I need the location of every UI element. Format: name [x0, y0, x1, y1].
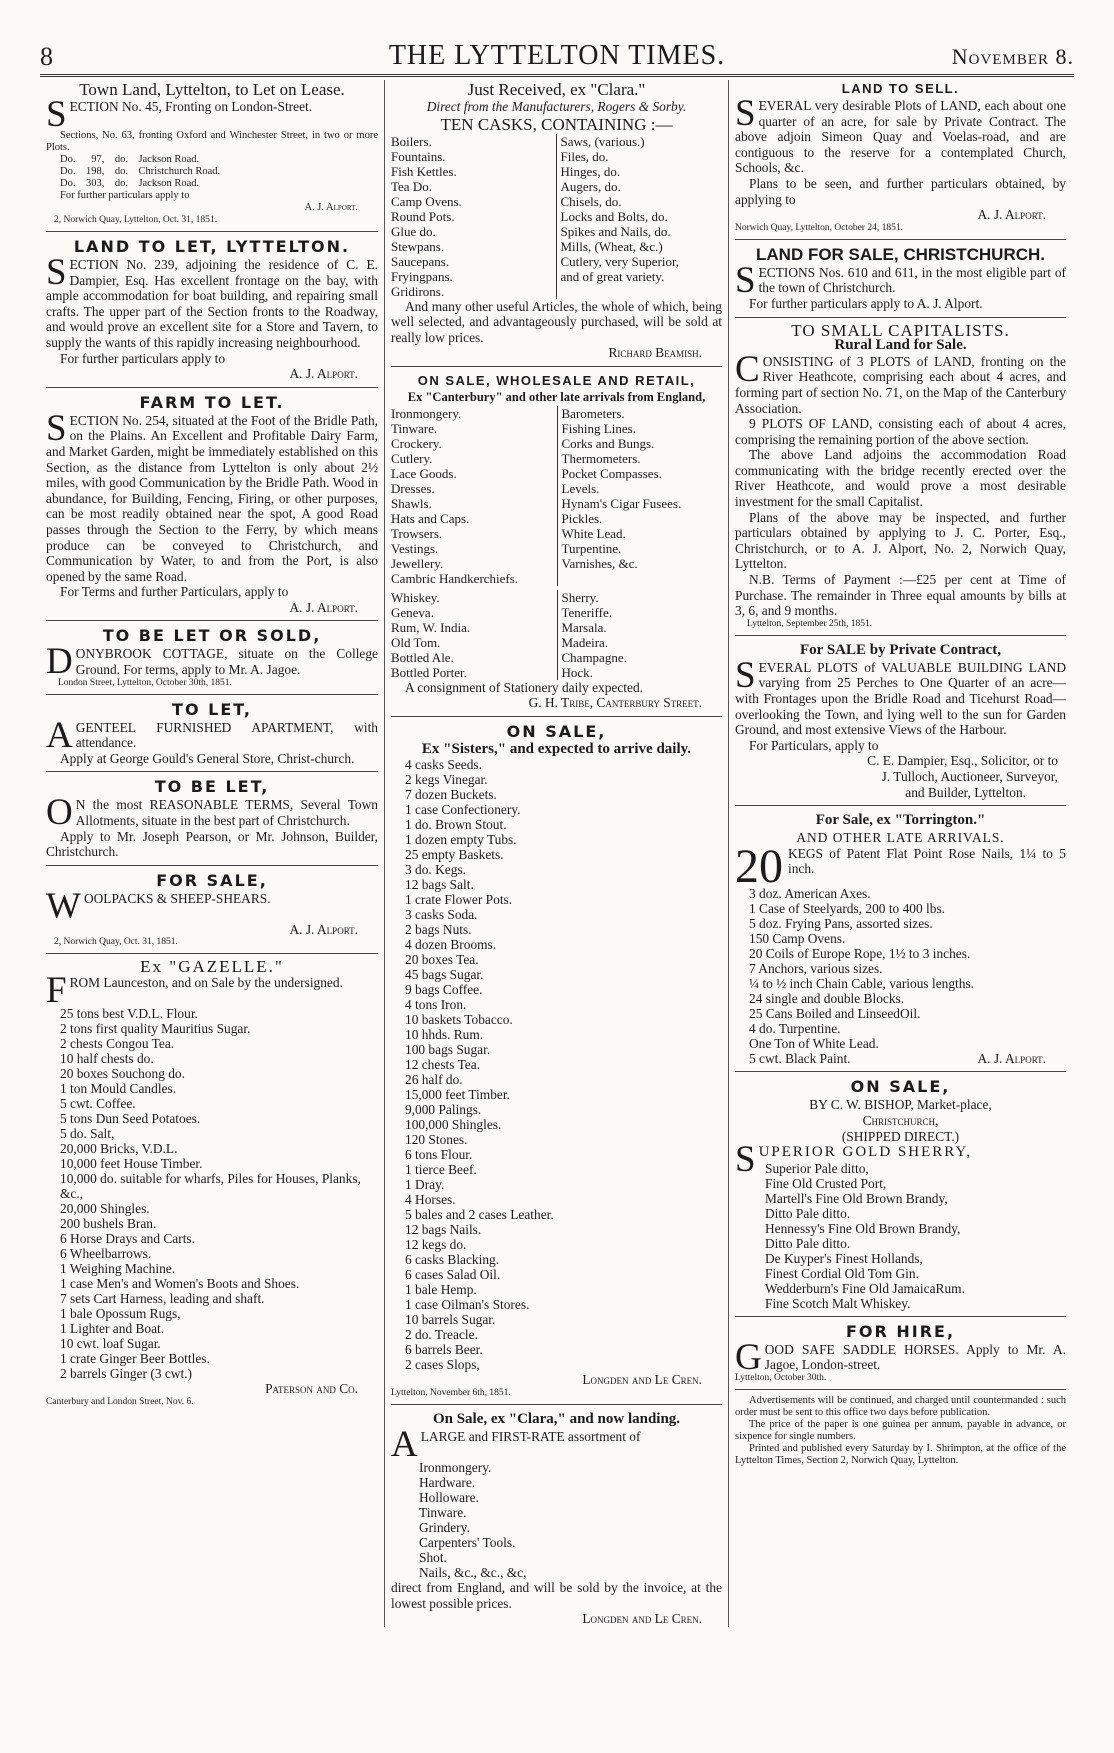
list-item: Martell's Fine Old Brown Brandy,: [765, 1190, 948, 1206]
list-item: Barometers.: [561, 405, 625, 421]
ad-text: ONYBROOK COTTAGE, situate on the College Ground. For terms, apply to Mr. A. Jagoe.: [75, 646, 378, 678]
list-item: 20,000 Bricks, V.D.L.: [60, 1141, 178, 1156]
signature: Paterson and Co.: [265, 1381, 358, 1396]
list-item: Champagne.: [561, 649, 627, 665]
list-item: Fine Scotch Malt Whiskey.: [765, 1295, 911, 1311]
list-item: Gridirons.: [391, 283, 445, 299]
ad-heading: For SALE by Private Contract,: [800, 641, 1001, 658]
list-item: 3 do. Kegs.: [405, 862, 466, 878]
ad-text: UPERIOR GOLD SHERRY,: [758, 1144, 973, 1161]
signature: A. J. Alport.: [977, 1050, 1046, 1066]
ad-gazelle: [46, 953, 378, 1407]
signature: A. J. Alport.: [289, 366, 358, 382]
list-item: Mills, (Wheat, &c.): [560, 238, 663, 254]
signature: and Builder, Lyttelton.: [905, 784, 1026, 800]
address: Lyttelton, September 25th, 1851.: [747, 618, 873, 629]
list-item: 20 boxes Souchong do.: [60, 1066, 185, 1081]
list-item: 6 casks Blacking.: [405, 1252, 500, 1268]
address: 2, Norwich Quay, Oct. 31, 1851.: [54, 937, 178, 948]
drop-cap: W: [46, 885, 81, 927]
address: Canterbury and London Street, Nov. 6.: [46, 1396, 194, 1407]
ad-subheading: Ex "Sisters," and expected to arrive daily.: [421, 740, 692, 757]
list-item: 4 dozen Brooms.: [405, 937, 497, 953]
list-item: Fishing Lines.: [561, 420, 636, 436]
address: Norwich Quay, Lyttelton, October 24, 1851.: [735, 222, 903, 233]
list-item: Trowsers.: [391, 525, 443, 541]
ad-heading: ON SALE,: [850, 1077, 951, 1097]
list-item: 20 boxes Tea.: [405, 952, 479, 968]
list-item: 5 cwt. Coffee.: [60, 1096, 136, 1111]
list-item: 10 baskets Tobacco.: [405, 1012, 513, 1028]
ad-heading: Ex "GAZELLE.": [140, 957, 284, 977]
list-item: 4 tons Iron.: [405, 997, 467, 1013]
list-item: Dresses.: [391, 480, 435, 496]
list-item: 26 half do.: [405, 1072, 463, 1088]
list-item: 1 ton Mould Candles.: [60, 1081, 177, 1096]
drop-cap: G: [735, 1336, 762, 1378]
list-item: Hinges, do.: [560, 163, 621, 179]
ad-heading: TO SMALL CAPITALISTS.: [791, 320, 1010, 340]
list-item: 2 do. Treacle.: [405, 1327, 478, 1343]
address: London Street, Lyttelton, October 30th, 1851.: [58, 677, 232, 688]
column-3: [728, 80, 1072, 1627]
ad-text: EVERAL PLOTS of VALUABLE BUILDING LAND varying from 25 Perches to One Quarter of an acre—with Frontages upon the Bridle Road and Ticehurst Road—overlooking the Town, and lying well to the sun for Garden Ground, and most extensive Views of the Harbour.: [735, 659, 1066, 738]
ad-small-capitalists: [735, 317, 1066, 630]
drop-cap: S: [46, 407, 67, 449]
list-item: Ditto Pale ditto.: [765, 1205, 851, 1221]
list-item: Teneriffe.: [561, 604, 612, 620]
list-item: 1 case Confectionery.: [405, 802, 521, 818]
ad-heading: LAND TO LET, LYTTELTON.: [73, 237, 351, 256]
list-item: Vestings.: [391, 540, 439, 556]
list-item: 1 Case of Steelyards, 200 to 400 lbs.: [749, 900, 946, 916]
list-item: 6 Wheelbarrows.: [60, 1246, 152, 1261]
ad-to-let-apartment: [46, 694, 378, 767]
address: Lyttelton, October 30th.: [735, 1372, 827, 1383]
list-item: 1 do. Brown Stout.: [405, 817, 507, 833]
list-item: Bottled Ale.: [391, 649, 454, 665]
list-item: 120 Stones.: [405, 1132, 468, 1148]
ad-text: 9 PLOTS OF LAND, consisting each of about 4 acres, comprising the remaining portion of the above section.: [735, 416, 1066, 447]
list-item: 6 cases Salad Oil.: [405, 1267, 501, 1283]
ad-text: EVERAL very desirable Plots of LAND, each about one quarter of an acre, for sale by Private Contract. The above adjoin Simeon Quay and Voelas-road, and are contiguous to the reserve for a contemplated Church, Schools, &c.: [735, 98, 1066, 176]
masthead-rule: [40, 74, 1074, 77]
item-list: [46, 1006, 378, 1381]
list-item: Hock.: [561, 664, 593, 680]
list-item: 2 kegs Vinegar.: [405, 772, 488, 788]
ad-heading: FARM TO LET.: [139, 392, 285, 412]
list-item: 10 hhds. Rum.: [405, 1027, 484, 1043]
list-item: 1 Lighter and Boat.: [60, 1321, 165, 1336]
list-item: 1 case Men's and Women's Boots and Shoes.: [60, 1276, 300, 1291]
list-item: Saucepans.: [391, 253, 450, 269]
ad-heading: ON SALE,: [506, 721, 607, 741]
list-item: 10 cwt. loaf Sugar.: [60, 1336, 161, 1351]
list-item: 1 dozen empty Tubs.: [405, 832, 517, 848]
signature: A. J. Alport.: [289, 921, 358, 937]
list-item: 5 tons Dun Seed Potatoes.: [60, 1111, 201, 1126]
ad-heading: For Sale, ex "Torrington.": [815, 812, 986, 829]
ad-wholesale: [391, 366, 722, 711]
list-item: 7 Anchors, various sizes.: [749, 960, 883, 976]
columns: [40, 80, 1074, 1627]
list-item: Nails, &c., &c., &c,: [419, 1564, 527, 1580]
ad-land-to-sell: [735, 80, 1066, 234]
list-item: Spikes and Nails, do.: [560, 223, 671, 239]
ad-let-or-sold: [46, 620, 378, 688]
list-item: Ironmongery.: [419, 1459, 492, 1475]
list-item: Corks and Bungs.: [561, 435, 655, 451]
ad-row: Do. 198, do. Christchurch Road.: [60, 166, 221, 177]
ad-heading: On Sale, ex "Clara," and now landing.: [432, 1410, 681, 1427]
drop-cap: C: [735, 348, 760, 390]
list-item: 200 bushels Bran.: [60, 1216, 157, 1231]
column-1: [40, 80, 384, 1627]
ad-subheading: Direct from the Manufacturers, Rogers & Sorby.: [426, 99, 687, 114]
ad-subheading: Rural Land for Sale.: [834, 337, 967, 354]
list-item: Grindery.: [419, 1519, 470, 1535]
list-item: 45 bags Sugar.: [405, 967, 484, 983]
list-item: 1 case Oilman's Stores.: [405, 1297, 530, 1313]
item-list: [391, 1460, 722, 1580]
list-item: 10 barrels Sugar.: [405, 1312, 496, 1328]
list-item: Wedderburn's Fine Old JamaicaRum.: [765, 1280, 965, 1296]
ad-text: ECTIONS Nos. 610 and 611, in the most eligible part of the town of Christchurch.: [758, 264, 1066, 296]
ad-text: For further particulars apply to: [60, 190, 190, 201]
list-item: 10 half chests do.: [60, 1051, 154, 1066]
list-item: Ironmongery.: [391, 405, 462, 421]
list-item: Cutlery, very Superior,: [560, 253, 679, 269]
ad-text: Plans of the above may be inspected, and further particulars obtained by applying to J. C. Porter, Esq., Christchurch, or to A. J. Alport, No. 2, Norwich Quay, Lyttelton.: [735, 509, 1066, 572]
drop-cap: S: [735, 93, 756, 134]
ad-land-to-let: [46, 231, 378, 382]
list-item: 25 empty Baskets.: [405, 847, 504, 863]
list-item: Turpentine.: [561, 540, 622, 556]
item-list: [735, 1161, 1066, 1311]
ad-for-hire: [735, 1316, 1066, 1384]
list-item: ¼ to ½ inch Chain Cable, various lengths.: [749, 975, 975, 991]
signature: J. Tulloch, Auctioneer, Surveyor,: [881, 768, 1058, 784]
list-item: 2 cases Slops,: [405, 1357, 480, 1373]
signature: A. J. Alport.: [289, 599, 358, 615]
ad-heading: TO LET,: [172, 699, 252, 719]
list-item: Hats and Caps.: [391, 510, 470, 526]
list-item: 9,000 Palings.: [405, 1102, 482, 1118]
list-item: Fish Kettles.: [391, 163, 457, 179]
list-item: Sherry.: [561, 589, 599, 605]
ad-text: Apply to Mr. Joseph Pearson, or Mr. Johnson, Builder, Christchurch.: [46, 828, 378, 860]
list-item: Thermometers.: [561, 450, 641, 466]
ad-clara-landing: [391, 1404, 722, 1627]
list-item: Marsala.: [561, 619, 607, 635]
list-item: 1 tierce Beef.: [405, 1162, 477, 1178]
column-2: [384, 80, 728, 1627]
ad-text: For further particulars apply to: [60, 350, 226, 366]
list-item: Cambric Handkerchiefs.: [391, 570, 519, 586]
ad-heading: Just Received, ex "Clara.": [467, 80, 646, 99]
signature: G. H. Tribe, Canterbury Street.: [528, 695, 702, 711]
ad-text: ECTION No. 239, adjoining the residence of C. E. Dampier, Esq. Has excellent frontage on the bay, with ample accommodation for boat building, and repairing small crafts. The upper part of the Section fronts to the Roadway, and would prove an excellent site for a Store and Tavern, to supply the wants of this rapidly increasing neighbourhood.: [46, 257, 378, 350]
list-item: 6 barrels Beer.: [405, 1342, 483, 1358]
list-item: Crockery.: [391, 435, 442, 451]
drop-cap: S: [735, 654, 756, 696]
ad-farm-to-let: [46, 387, 378, 616]
list-item: Pickles.: [561, 510, 603, 526]
ad-sisters: [391, 716, 722, 1399]
list-item: 1 bale Hemp.: [405, 1282, 477, 1298]
signature: A. J. Alport.: [977, 207, 1046, 223]
list-item: 2 chests Congou Tea.: [60, 1036, 175, 1051]
list-item: 12 chests Tea.: [405, 1057, 481, 1073]
list-item: Rum, W. India.: [391, 619, 471, 635]
list-item: 20,000 Shingles.: [60, 1201, 150, 1216]
ad-text: N.B. Terms of Payment :—£25 per cent at Time of Purchase. The remainder in Three equal amounts by bills at 3, 6, and 9 months.: [735, 572, 1066, 619]
drop-cap: A: [46, 714, 73, 756]
list-item: White Lead.: [561, 525, 626, 541]
ad-text: OOD SAFE SADDLE HORSES. Apply to Mr. A. Jagoe, London-street.: [764, 1341, 1066, 1373]
list-item: 4 casks Seeds.: [405, 757, 482, 773]
list-item: 20 Coils of Europe Rope, 1½ to 3 inches.: [749, 945, 971, 961]
list-item: Camp Ovens.: [391, 193, 462, 209]
ad-text: Plans to be seen, and further particulars obtained, by applying to: [735, 175, 1066, 207]
ad-heading: ON SALE, WHOLESALE AND RETAIL,: [417, 372, 696, 388]
masthead: [40, 36, 1074, 72]
ad-text: For Particulars, apply to: [749, 737, 879, 753]
ad-text: GENTEEL FURNISHED APARTMENT, with attendance.: [75, 719, 378, 751]
ad-text: ONSISTING of 3 PLOTS of LAND, fronting on the River Heathcote, comprising each about 4 acres, and forming part of section No. 71, on the Map of the Canterbury Association.: [735, 353, 1066, 416]
drop-cap: A: [391, 1423, 418, 1465]
signature: Longden and Le Cren.: [582, 1372, 702, 1388]
list-item: Finest Cordial Old Tom Gin.: [765, 1265, 919, 1281]
list-item: 1 Dray.: [405, 1177, 445, 1193]
list-item: De Kuyper's Finest Hollands,: [765, 1250, 923, 1266]
ad-subheading: Ex "Canterbury" and other late arrivals from England,: [407, 389, 706, 404]
list-item: Bottled Porter.: [391, 664, 467, 680]
list-item: 25 Cans Boiled and LinseedOil.: [749, 1005, 921, 1021]
list-item: 100 bags Sugar.: [405, 1042, 491, 1058]
ad-land-christchurch: [735, 239, 1066, 312]
item-list: [735, 886, 1066, 1051]
list-item: One Ton of White Lead.: [749, 1035, 879, 1051]
note: The price of the paper is one guinea per annum, payable in advance, or sixpence for single numbers.: [735, 1418, 1066, 1442]
ad-subheading: (SHIPPED DIRECT.): [841, 1128, 960, 1144]
list-item: Whiskey.: [391, 589, 440, 605]
ad-text: The above Land adjoins the accommodation Road communicating with the bridge recently erected over the River Heathcote, and would prove a most desirable investment for the small Capitalist.: [735, 447, 1066, 510]
ad-for-sale-woolpacks: [46, 865, 378, 949]
ad-text: ECTION No. 45, Fronting on London-Street.: [69, 99, 313, 114]
list-item: 2 bags Nuts.: [405, 922, 472, 938]
ad-text: LARGE and FIRST-RATE assortment of: [420, 1428, 641, 1444]
ad-heading: Town Land, Lyttelton, to Let on Lease.: [79, 80, 345, 99]
list-item: 2 barrels Ginger (3 cwt.): [60, 1366, 192, 1381]
list-item: and of great variety.: [560, 268, 665, 284]
list-item: Glue do.: [391, 223, 436, 239]
list-item: 5 cwt. Black Paint.: [749, 1050, 851, 1066]
ad-text: direct from England, and will be sold by the invoice, at the lowest possible prices.: [391, 1579, 722, 1611]
list-item: Hennessy's Fine Old Brown Brandy,: [765, 1220, 961, 1236]
item-list: [391, 757, 722, 1372]
list-item: Pocket Compasses.: [561, 465, 662, 481]
list-item: Geneva.: [391, 604, 434, 620]
ad-text: OOLPACKS & SHEEP-SHEARS.: [83, 890, 271, 906]
ad-subheading: BY C. W. BISHOP, Market-place,: [809, 1097, 992, 1113]
ad-subheading: AND OTHER LATE ARRIVALS.: [796, 830, 1005, 846]
ad-text: For Terms and further Particulars, apply to: [60, 584, 289, 600]
list-item: 4 do. Turpentine.: [749, 1020, 841, 1036]
ad-text: N the most REASONABLE TERMS, Several Town Allotments, situate in the best part of Christchurch.: [75, 797, 378, 829]
list-item: 9 bags Coffee.: [405, 982, 483, 998]
list-item: Chisels, do.: [560, 193, 622, 209]
ad-private-contract: [735, 635, 1066, 800]
list-item: 7 dozen Buckets.: [405, 787, 497, 803]
note: Printed and published every Saturday by I. Shrimpton, at the office of the Lyttelton Times, Section 2, Norwich Quay, Lyttelton.: [735, 1442, 1066, 1466]
list-item: 10,000 do. suitable for wharfs, Piles for Houses, Planks, &c.,: [60, 1171, 361, 1201]
list-item: 15,000 feet Timber.: [405, 1087, 510, 1103]
list-item: Hardware.: [419, 1474, 476, 1490]
ad-text: And many other useful Articles, the whole of which, being well selected, and advantageously purchased, will be sold at really low prices.: [391, 298, 722, 345]
list-item: 6 tons Flour.: [405, 1147, 473, 1163]
list-item: Tinware.: [391, 420, 438, 436]
list-item: 100,000 Shingles.: [405, 1117, 502, 1133]
ad-to-be-let: [46, 771, 378, 859]
ad-heading: FOR SALE,: [156, 870, 268, 890]
ad-text: ROM Launceston, and on Sale by the undersigned.: [69, 975, 343, 990]
ad-text: Apply at George Gould's General Store, Christ-church.: [60, 750, 355, 766]
list-item: Levels.: [561, 480, 600, 496]
list-item: 1 crate Ginger Beer Bottles.: [60, 1351, 210, 1366]
list-item: 5 doz. Frying Pans, assorted sizes.: [749, 915, 933, 931]
list-item: Cutlery.: [391, 450, 433, 466]
address: 2, Norwich Quay, Lyttelton, Oct. 31, 1851.: [54, 215, 217, 225]
list-item: Carpenters' Tools.: [419, 1534, 516, 1550]
list-item: Round Pots.: [391, 208, 455, 224]
drop-cap: O: [46, 792, 73, 834]
list-item: 3 casks Soda.: [405, 907, 478, 923]
list-item: Ditto Pale ditto.: [765, 1235, 851, 1251]
ad-heading: LAND FOR SALE, CHRISTCHURCH.: [756, 244, 1045, 264]
list-item: Tinware.: [419, 1504, 467, 1520]
list-item: Superior Pale ditto,: [765, 1160, 869, 1176]
ad-clara: [391, 80, 722, 361]
drop-cap: S: [46, 94, 67, 135]
ad-subheading: TEN CASKS, CONTAINING :—: [440, 114, 673, 134]
ad-text: Sections, No. 63, fronting Oxford and Winchester Street, in two or more Plots.: [46, 130, 378, 153]
list-item: Varnishes, &c.: [561, 555, 638, 571]
item-table: [391, 134, 722, 299]
note: Advertisements will be continued, and charged until countermanded : such order must be sent to this office two days before publication.: [735, 1394, 1066, 1418]
list-item: Holloware.: [419, 1489, 479, 1505]
list-item: Files, do.: [560, 148, 609, 164]
signature: C. E. Dampier, Esq., Solicitor, or to: [867, 753, 1058, 769]
ad-bishop: [735, 1071, 1066, 1310]
list-item: Shawls.: [391, 495, 432, 511]
list-item: 12 bags Salt.: [405, 877, 474, 893]
ad-town-land: [46, 80, 378, 226]
list-item: Fountains.: [391, 148, 446, 164]
list-item: 7 sets Cart Harness, leading and shaft.: [60, 1291, 265, 1306]
list-item: 12 kegs do.: [405, 1237, 467, 1253]
ad-text: KEGS of Patent Flat Point Rose Nails, 1¼ to 5 inch.: [788, 845, 1066, 877]
list-item: 1 crate Flower Pots.: [405, 892, 513, 908]
ad-text: A consignment of Stationery daily expected.: [405, 679, 643, 695]
list-item: Fine Old Crusted Port,: [765, 1175, 887, 1191]
list-item: 10,000 feet House Timber.: [60, 1156, 203, 1171]
list-item: 25 tons best V.D.L. Flour.: [60, 1006, 198, 1021]
list-item: Madeira.: [561, 634, 609, 650]
list-item: Old Tom.: [391, 634, 441, 650]
list-item: 24 single and double Blocks.: [749, 990, 905, 1006]
list-item: Shot.: [419, 1549, 447, 1565]
ad-text: ECTION No. 254, situated at the Foot of the Bridle Path, on the Plains. An Excellent and Profitable Dairy Farm, and Market Garden, might be immediately established on this Section, as the distance from Lyttelton is only about 2½ miles, with good Communication by the Bridle Path. Wood in abundance, for Building, Fencing, Firing, or other purposes, can be most readily obtained near the spot, A good Road passes through the Section to the Ferry, by which means produce can be conveyed to Christchurch, and Communication by Water, to and from the Port, is also opened by the same Road.: [46, 412, 378, 584]
list-item: 3 doz. American Axes.: [749, 885, 871, 901]
drop-cap: S: [735, 259, 756, 301]
ad-row: Do. 97, do. Jackson Road.: [60, 154, 200, 165]
ad-row: Do. 303, do. Jackson Road.: [60, 178, 200, 189]
item-table: [391, 590, 722, 680]
list-item: Locks and Bolts, do.: [560, 208, 668, 224]
ad-text: For further particulars apply to A. J. Alport.: [749, 295, 983, 311]
list-item: 150 Camp Ovens.: [749, 930, 846, 946]
list-item: Jewellery.: [391, 555, 444, 571]
newspaper-title: THE LYTTELTON TIMES.: [388, 40, 726, 71]
list-item: 5 do. Salt,: [60, 1126, 115, 1141]
list-item: Stewpans.: [391, 238, 445, 254]
list-item: Hynam's Cigar Fusees.: [561, 495, 682, 511]
list-item: Saws, (various.): [560, 133, 645, 149]
signature: Longden and Le Cren.: [582, 1611, 702, 1627]
list-item: Augers, do.: [560, 178, 621, 194]
item-table: [391, 406, 722, 586]
list-item: 5 bales and 2 cases Leather.: [405, 1207, 554, 1223]
ad-subheading: Christchurch,: [862, 1112, 939, 1128]
list-item: Boilers.: [391, 133, 432, 149]
ad-heading: FOR HIRE,: [845, 1321, 956, 1341]
address: Lyttelton, November 6th, 1851.: [391, 1387, 511, 1398]
list-item: 1 Weighing Machine.: [60, 1261, 176, 1276]
list-item: 1 bale Opossum Rugs,: [60, 1306, 181, 1321]
drop-cap: D: [46, 641, 73, 683]
list-item: Fryingpans.: [391, 268, 453, 284]
list-item: 6 Horse Drays and Carts.: [60, 1231, 195, 1246]
drop-cap: S: [735, 1139, 756, 1181]
publication-notes: [735, 1389, 1066, 1467]
signature: Richard Beamish.: [608, 345, 702, 361]
drop-cap: S: [46, 252, 67, 293]
issue-date: November 8.: [951, 44, 1074, 69]
signature: A. J. Alport.: [304, 202, 358, 213]
list-item: 12 bags Nails.: [405, 1222, 482, 1238]
drop-cap: F: [46, 970, 67, 1011]
list-item: 4 Horses.: [405, 1192, 456, 1208]
page-number: 8: [40, 42, 53, 71]
ad-heading: TO BE LET,: [154, 777, 270, 797]
ad-heading: TO BE LET OR SOLD,: [102, 626, 322, 646]
ad-heading: LAND TO SELL.: [841, 81, 960, 96]
list-item: Lace Goods.: [391, 465, 457, 481]
ad-torrington: [735, 805, 1066, 1066]
list-item: Tea Do.: [391, 178, 432, 194]
list-item: 2 tons first quality Mauritius Sugar.: [60, 1021, 251, 1036]
drop-cap: 20: [735, 839, 783, 893]
